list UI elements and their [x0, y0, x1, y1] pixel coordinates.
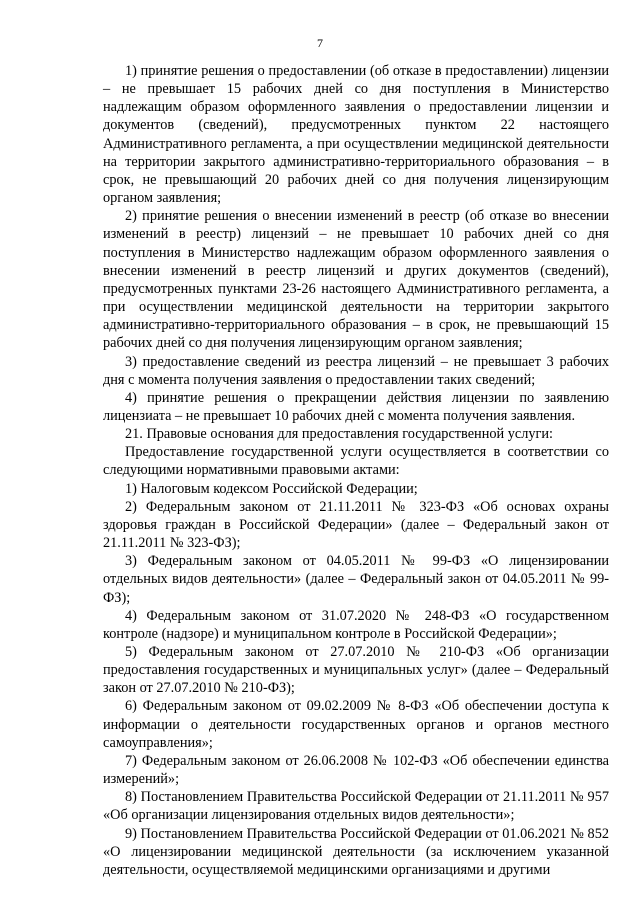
- paragraph-term-license-termination: 4) принятие решения о прекращении действия лицензии по заявлению лицензиата – не превышает 10 рабочих дней с момента получения заявления.: [103, 389, 609, 424]
- paragraph-legal-grounds-heading: 21. Правовые основания для предоставления государственной услуги:: [125, 426, 553, 443]
- paragraph-tax-code: 1) Налоговым кодексом Российской Федерации;: [125, 480, 418, 497]
- paragraph-resolution-852: 9) Постановлением Правительства Российской Федерации от 01.06.2021 № 852 «О лицензировании медицинской деятельности (за исключением указанной деятельности, осуществляемой медицинскими организациями и другими: [103, 825, 609, 878]
- paragraph-resolution-957: 8) Постановлением Правительства Российской Федерации от 21.11.2011 № 957 «Об организации лицензирования отдельных видов деятельности»;: [103, 789, 609, 824]
- document-body: [103, 62, 609, 879]
- paragraph-law-8: 6) Федеральным законом от 09.02.2009 № 8-ФЗ «Об обеспечении доступа к информации о деятельности государственных органов и органов местного самоуправления»;: [103, 698, 609, 751]
- page-number: 7: [317, 36, 323, 50]
- paragraph-law-99: 3) Федеральным законом от 04.05.2011 № 99-ФЗ «О лицензировании отдельных видов деятельности» (далее – Федеральный закон от 04.05.2011 № 99-ФЗ);: [103, 553, 609, 606]
- paragraph-law-323: 2) Федеральным законом от 21.11.2011 № 323-ФЗ «Об основах охраны здоровья граждан в Российской Федерации» (далее – Федеральный закон от 21.11.2011 № 323-ФЗ);: [103, 498, 609, 552]
- paragraph-law-102: 7) Федеральным законом от 26.06.2008 № 102-ФЗ «Об обеспечении единства измерений»;: [103, 752, 609, 788]
- paragraph-term-registry-info: 3) предоставление сведений из реестра лицензий – не превышает 3 рабочих дня с момента получения заявления о предоставлении таких сведений;: [103, 353, 609, 388]
- paragraph-term-license-decision: 1) принятие решения о предоставлении (об отказе в предоставлении) лицензии – не превышает 15 рабочих дней со дня поступления в Министерство надлежащим образом оформленного заявления о предоставлении лицензии и документов (сведений), предусмотренных пунктом 22 настоящего Административного регламента, а при осуществлении медицинской деятельности на территории закрытого административно-территориального образования – в срок, не превышающий 20 рабочих дней со дня получения лицензирующим органом заявления;: [103, 63, 609, 207]
- paragraph-term-registry-changes: 2) принятие решения о внесении изменений в реестр (об отказе во внесении изменений в реестр) лицензий – не превышает 10 рабочих дней со дня поступления в Министерство надлежащим образом оформленного заявления о внесении изменений в реестр лицензий и других документов (сведений), предусмотренных пунктами 23-26 настоящего Административного регламента, а при осуществлении медицинской деятельности на территории закрытого административно-территориального образования – в срок, не превышающий 15 рабочих дней со дня получения лицензирующим органом заявления;: [103, 208, 609, 352]
- paragraph-law-210: 5) Федеральным законом от 27.07.2010 № 210-ФЗ «Об организации предоставления государственных и муниципальных услуг» (далее – Федеральный закон от 27.07.2010 № 210-ФЗ);: [103, 644, 609, 697]
- paragraph-legal-grounds-intro: Предоставление государственной услуги осуществляется в соответствии со следующими нормативными правовыми актами:: [103, 444, 609, 479]
- paragraph-law-248: 4) Федеральным законом от 31.07.2020 № 248-ФЗ «О государственном контроле (надзоре) и муниципальном контроле в Российской Федерации»;: [103, 607, 609, 642]
